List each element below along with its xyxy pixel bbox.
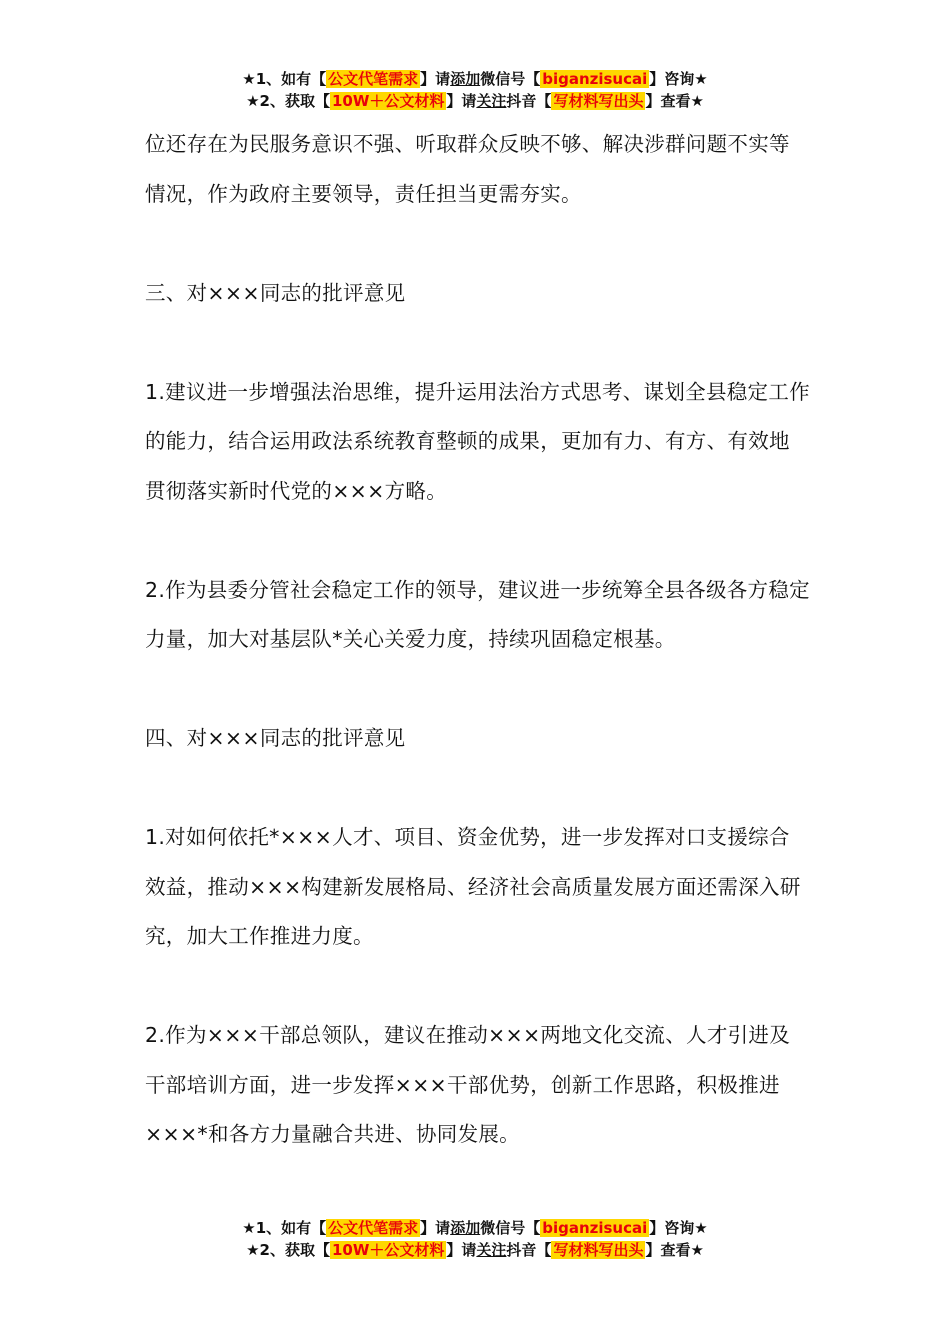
document-body bbox=[145, 120, 810, 1160]
banner-highlight: 公文代笔需求 bbox=[328, 1219, 419, 1237]
paragraph: 1.建议进一步增强法治思维，提升运用法治方式思考、谋划全县稳定工作的能力，结合运用政法系统教育整顿的成果，更加有力、有方、有效地贯彻落实新时代党的×××方略。 bbox=[145, 379, 810, 503]
section-heading: 四、对×××同志的批评意见 bbox=[145, 726, 406, 750]
banner-text: 微信号【 bbox=[480, 1219, 541, 1237]
star-icon: ★ bbox=[242, 1219, 256, 1237]
banner-text: 】咨询★ bbox=[649, 70, 708, 88]
section-heading: 三、对×××同志的批评意见 bbox=[145, 280, 406, 305]
douyin-id: 写材料写出头 bbox=[553, 92, 644, 110]
douyin-id: 写材料写出头 bbox=[553, 1241, 644, 1259]
banner-emphasis: 添加 bbox=[450, 1219, 481, 1237]
banner-emphasis: 添加 bbox=[450, 70, 481, 88]
paragraph: 2.作为县委分管社会稳定工作的领导，建议进一步统筹全县各级各方稳定力量，加大对基层队*关心关爱力度，持续巩固稳定根基。 bbox=[145, 577, 810, 651]
banner-highlight: 10W＋公文材料 bbox=[331, 92, 445, 110]
star-icon: ★ bbox=[246, 1241, 260, 1259]
footer-banner bbox=[0, 1217, 950, 1261]
star-icon: ★ bbox=[242, 70, 256, 88]
banner-text: 】请 bbox=[446, 1241, 477, 1259]
banner-text: 2、获取【 bbox=[259, 92, 330, 110]
banner-text: 】查看★ bbox=[645, 92, 704, 110]
banner-text: 】查看★ bbox=[645, 1241, 704, 1259]
banner-text: 微信号【 bbox=[480, 70, 541, 88]
banner-line-1 bbox=[0, 68, 950, 90]
banner-emphasis: 关注 bbox=[476, 1241, 507, 1259]
paragraph: 1.对如何依托*×××人才、项目、资金优势，进一步发挥对口支援综合效益，推动×××构建新发展格局、经济社会高质量发展方面还需深入研究，加大工作推进力度。 bbox=[145, 825, 801, 948]
header-banner bbox=[0, 68, 950, 112]
banner-line-2 bbox=[0, 90, 950, 112]
paragraph: 2.作为×××干部总领队，建议在推动×××两地文化交流、人才引进及干部培训方面，进一步发挥×××干部优势，创新工作思路，积极推进×××*和各方力量融合共进、协同发展。 bbox=[145, 1023, 791, 1146]
banner-text: 2、获取【 bbox=[259, 1241, 330, 1259]
banner-text: 抖音【 bbox=[506, 1241, 552, 1259]
wechat-id: biganzisucai bbox=[542, 1219, 648, 1237]
banner-text: 抖音【 bbox=[506, 92, 552, 110]
wechat-id: biganzisucai bbox=[542, 70, 648, 88]
banner-text: 1、如有【 bbox=[255, 70, 327, 88]
banner-text: 】请 bbox=[446, 92, 477, 110]
banner-text: 】咨询★ bbox=[649, 1219, 708, 1237]
banner-line-2 bbox=[0, 1239, 950, 1261]
banner-text: 】请 bbox=[420, 1219, 451, 1237]
banner-highlight: 10W＋公文材料 bbox=[331, 1241, 445, 1259]
banner-highlight: 公文代笔需求 bbox=[328, 70, 419, 88]
star-icon: ★ bbox=[246, 92, 260, 110]
banner-emphasis: 关注 bbox=[476, 92, 507, 110]
banner-text: 1、如有【 bbox=[255, 1219, 327, 1237]
banner-line-1 bbox=[0, 1217, 950, 1239]
banner-text: 】请 bbox=[420, 70, 451, 88]
paragraph: 位还存在为民服务意识不强、听取群众反映不够、解决涉群问题不实等情况，作为政府主要领导，责任担当更需夯实。 bbox=[145, 132, 790, 206]
